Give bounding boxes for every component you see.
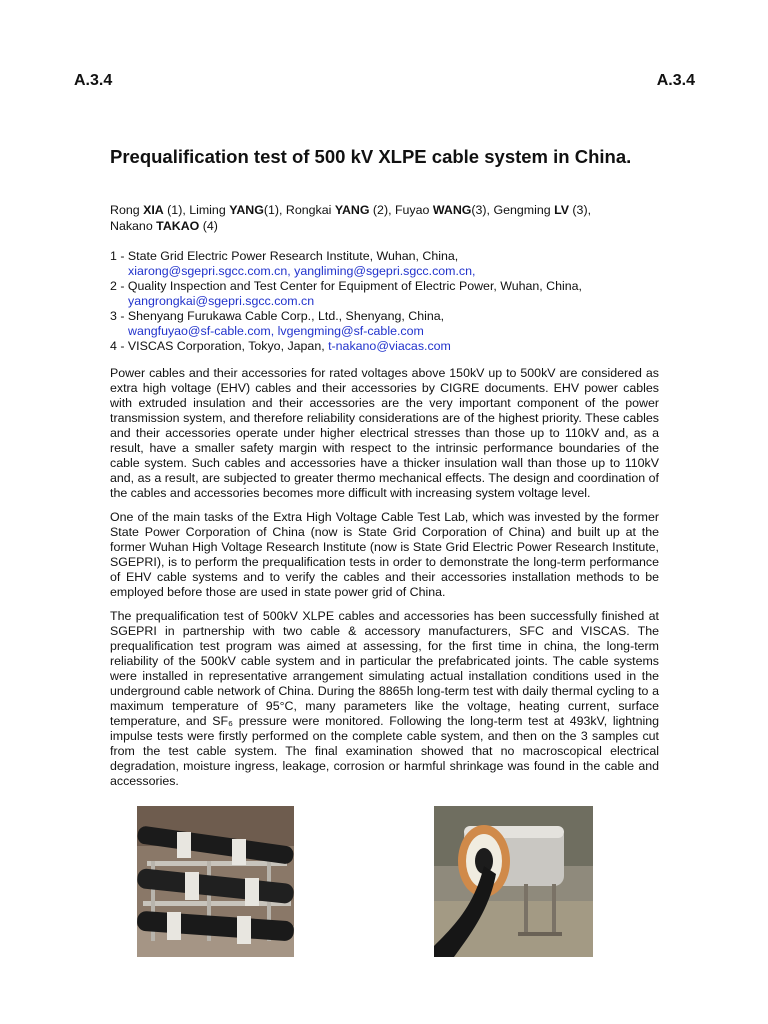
affiliation-1-emails[interactable]: xiarong@sgepri.sgcc.com.cn, yangliming@sgepri.sgcc.com.cn,: [128, 264, 476, 278]
author-last: LV: [554, 203, 569, 217]
photo-cable-termination-image: [434, 806, 593, 957]
author-first: Fuyao: [394, 203, 430, 217]
affiliation-3: 3 - Shenyang Furukawa Cable Corp., Ltd., Shenyang, China,: [110, 309, 445, 323]
paragraph-2: One of the main tasks of the Extra High Voltage Cable Test Lab, which was invested by the former State Power Corporation of China (now is State Grid Corporation of China) and built up at the former Wuhan High Voltage Research Institute (now is State Grid Electric Power Research Institute, SGEPRI), is to perform the prequalification tests in order to demonstrate the long-term performance of EHV cable systems and to verify the cables and their accessories installation methods to be employed before those are used in state power grid of China.: [110, 510, 659, 599]
affiliation-3-emails[interactable]: wangfuyao@sf-cable.com, lvgengming@sf-cable.com: [128, 324, 424, 338]
author-num: (2),: [369, 203, 395, 217]
author-num: (3),: [471, 203, 494, 217]
author-list: [110, 202, 670, 234]
author-last: TAKAO: [156, 219, 200, 233]
author-last: XIA: [143, 203, 164, 217]
author-num: (3),: [568, 203, 592, 217]
section-code-right: A.3.4: [656, 72, 695, 89]
body-text: [110, 366, 659, 798]
author-num: (4): [199, 219, 218, 233]
paragraph-3: The prequalification test of 500kV XLPE cables and accessories has been successfully finished at SGEPRI in partnership with two cable & accessory manufacturers, SFC and VISCAS. The prequalification test program was aimed at assessing, for the first time in china, the long-term reliability of the 500kV cable system and in particular the prefabricated joints. The cable systems were installed in representative arrangement simulating actual installation conditions used in the underground cable network of China. During the 8865h long-term test with daily thermal cycling to a maximum temperature of 95°C, many parameters like the voltage, heating current, surface temperature, and SF₆ pressure were monitored. Following the long-term test at 493kV, lightning impulse tests were firstly performed on the complete cable system, and then on the 3 samples cut from the test cable system. The final examination showed that no macroscopical electrical degradation, moisture ingress, leakage, corrosion or harmful shrinkage was found in the cable and accessories.: [110, 609, 659, 788]
affiliation-4-email[interactable]: t-nakano@viacas.com: [328, 339, 451, 353]
paper-title: Prequalification test of 500 kV XLPE cable system in China.: [110, 146, 632, 167]
affiliation-4: [110, 339, 670, 354]
author-first: Nakano: [110, 219, 153, 233]
paragraph-1: Power cables and their accessories for rated voltages above 150kV up to 500kV are considered as extra high voltage (EHV) cables and their accessories by CIGRE documents. EHV power cables with extruded insulation and their accessories are the very important component of the power transmission system, and therefore reliability considerations are of the highest priority. These cables and their accessories operate under higher electrical stresses than those up to 110kV and, as a result, have a smaller safety margin with respect to the intrinsic performance boundaries of the cable system. Such cables and accessories have a thicker insulation wall than those up to 110kV and, as a result, are subjected to greater thermo mechanical effects. The design and coordination of the cables and accessories becomes more difficult with increasing system voltage level.: [110, 366, 659, 500]
author-first: Gengming: [493, 203, 551, 217]
author-first: Liming: [189, 203, 226, 217]
section-code-left: A.3.4: [74, 72, 113, 89]
affiliation-1: 1 - State Grid Electric Power Research Institute, Wuhan, China,: [110, 249, 459, 263]
author-last: YANG: [229, 203, 264, 217]
photo-cable-joints-rack: [137, 806, 294, 957]
affiliation-list: [110, 249, 670, 354]
photo-cable-joints-image: [137, 806, 294, 957]
photo-cable-termination: [434, 806, 593, 957]
author-last: YANG: [334, 203, 370, 217]
author-first: Rong: [110, 203, 140, 217]
author-last: WANG: [432, 203, 472, 217]
author-num: (1),: [263, 203, 286, 217]
affiliation-2-emails[interactable]: yangrongkai@sgepri.sgcc.com.cn: [128, 294, 315, 308]
affiliation-2: 2 - Quality Inspection and Test Center for Equipment of Electric Power, Wuhan, China,: [110, 279, 583, 293]
affiliation-4-text: 4 - VISCAS Corporation, Tokyo, Japan,: [110, 339, 329, 353]
author-first: Rongkai: [285, 203, 332, 217]
author-num: (1),: [163, 203, 190, 217]
